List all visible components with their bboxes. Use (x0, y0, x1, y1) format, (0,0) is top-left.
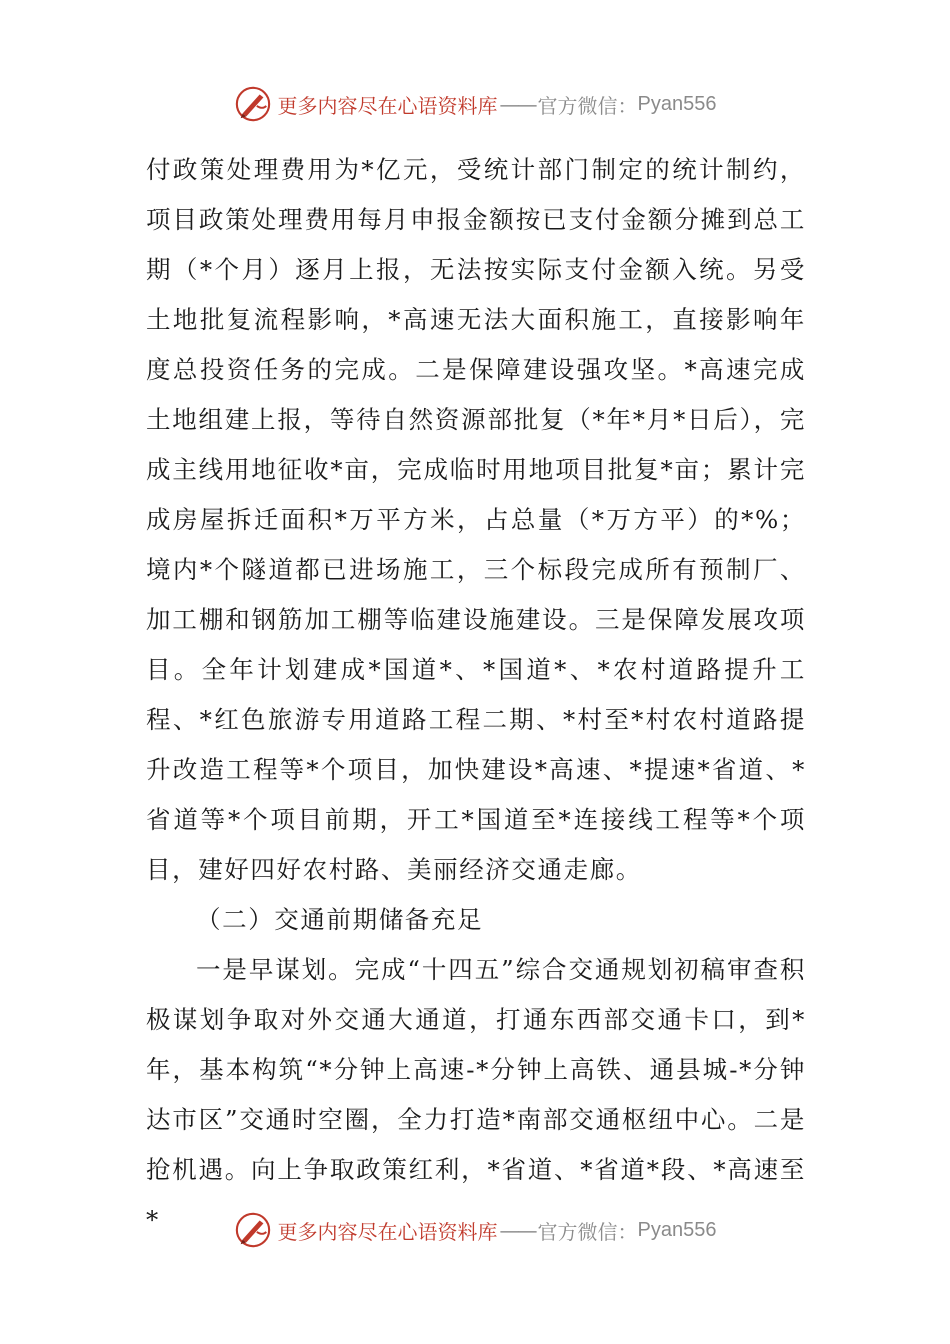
watermark-label: 官方微信： (537, 1219, 638, 1244)
watermark-dash: —— (499, 92, 536, 116)
document-body (146, 145, 806, 1245)
watermark-dash: —— (499, 1218, 536, 1242)
watermark-banner-top (0, 82, 950, 126)
pen-logo-icon (234, 1211, 272, 1249)
watermark-handle: Pyan556 (637, 92, 717, 115)
watermark-banner-bottom (0, 1208, 950, 1252)
pen-logo-icon (234, 85, 272, 123)
watermark-prefix: 更多内容尽在心语资料库 (277, 1219, 498, 1244)
watermark-label: 官方微信： (537, 93, 638, 118)
watermark-handle: Pyan556 (637, 1218, 717, 1241)
watermark-prefix: 更多内容尽在心语资料库 (277, 93, 498, 118)
paragraph: 一是早谋划。完成“十四五”综合交通规划初稿审查积极谋划争取对外交通大通道，打通东西部交通卡口，到*年，基本构筑“*分钟上高速-*分钟上高铁、通县城-*分钟达市区”交通时空圈，全力打造*南部交通枢纽中心。二是抢机遇。向上争取政策红利，*省道、*省道*段、*高速至* (146, 955, 806, 1234)
paragraph-continued: 付政策处理费用为*亿元，受统计部门制定的统计制约，项目政策处理费用每月申报金额按已支付金额分摊到总工期（*个月）逐月上报，无法按实际支付金额入统。另受土地批复流程影响，*高速无法大面积施工，直接影响年度总投资任务的完成。二是保障建设强攻坚。*高速完成土地组建上报，等待自然资源部批复（*年*月*日后），完成主线用地征收*亩，完成临时用地项目批复*亩；累计完成房屋拆迁面积*万平方米，占总量（*万方平）的*%；境内*个隧道都已进场施工，三个标段完成所有预制厂、加工棚和钢筋加工棚等临建设施建设。三是保障发展攻项目。全年计划建成*国道*、*国道*、*农村道路提升工程、*红色旅游专用道路工程二期、*村至*村农村道路提升改造工程等*个项目，加快建设*高速、*提速*省道、*省道等*个项目前期，开工*国道至*连接线工程等*个项目，建好四好农村路、美丽经济交通走廊。 (146, 155, 806, 884)
section-heading: （二）交通前期储备充足 (196, 905, 484, 934)
